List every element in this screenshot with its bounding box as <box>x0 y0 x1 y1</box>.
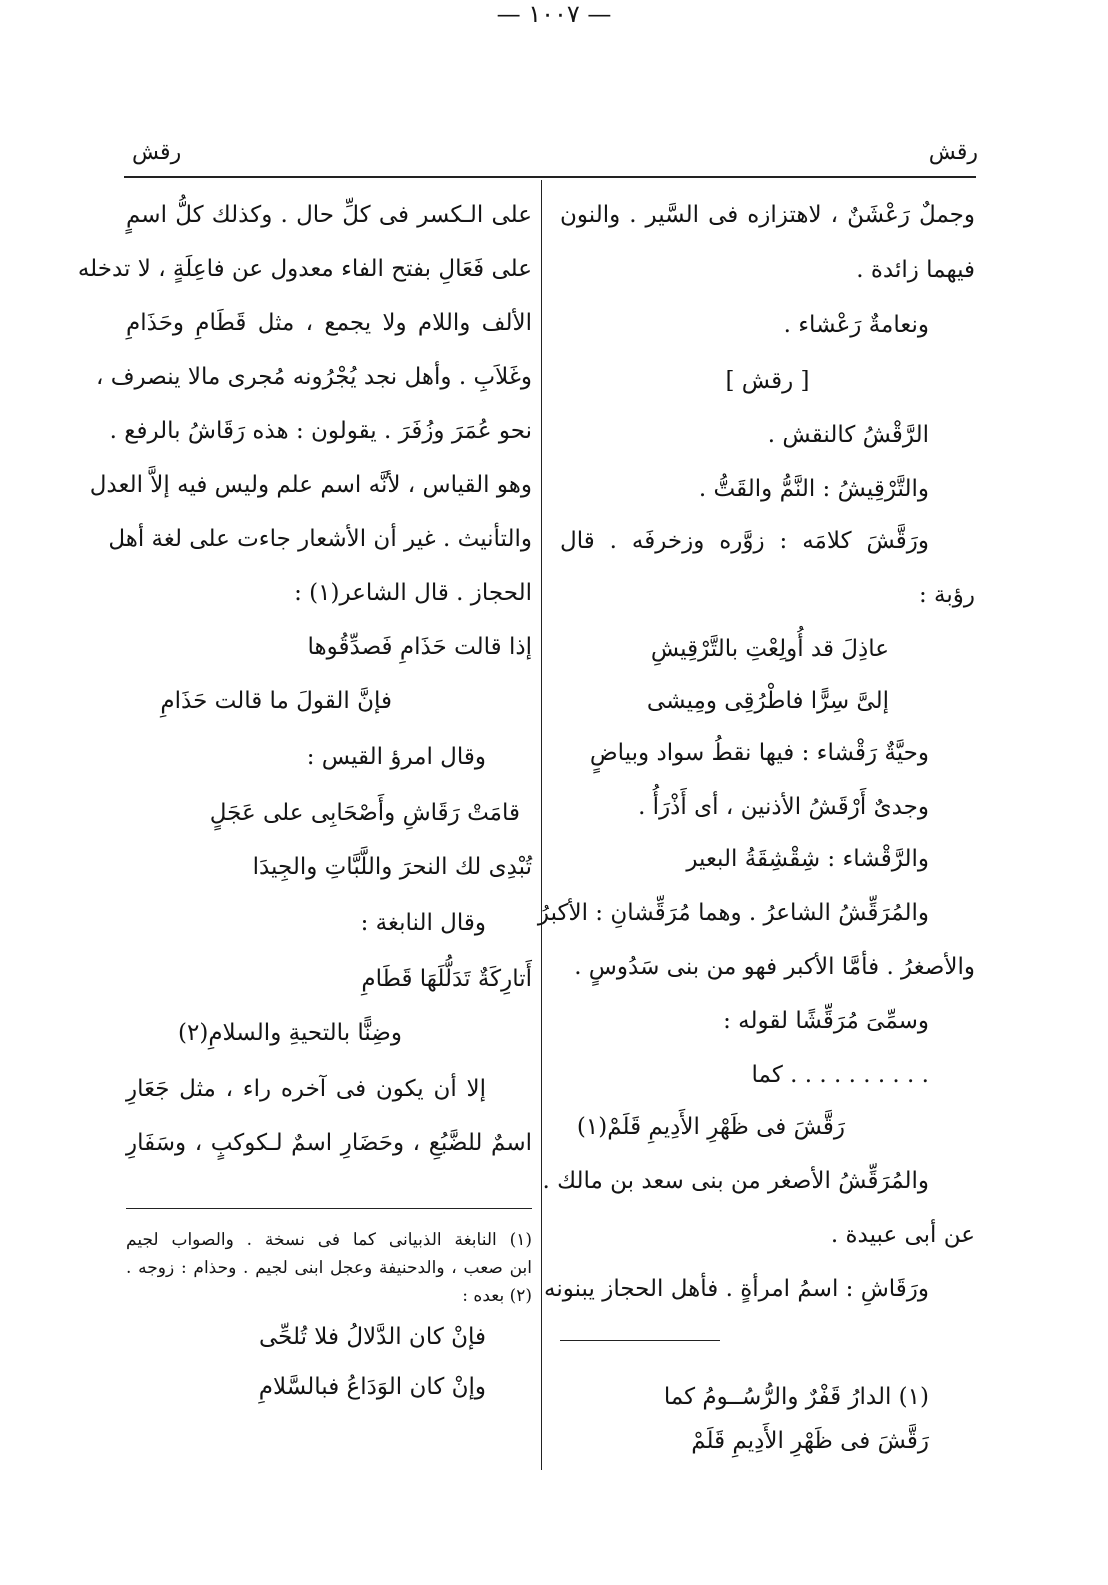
verse-line: . . . . . . . . . . كما <box>751 1062 929 1088</box>
text-line: الألف واللام ولا يجمع ، مثل قَطَامِ وحَذَامِ <box>126 310 532 336</box>
text-line: رؤبة : <box>918 582 975 608</box>
verse-line: فإنَّ القولَ ما قالت حَذَامِ <box>160 688 392 714</box>
text-line: والمُرَقِّشُ الأصغر من بنى سعد بن مالك . <box>542 1168 929 1194</box>
text-line: وقال امرؤ القيس : <box>306 744 486 770</box>
text-line: على الـكسر فى كلِّ حال . وكذلك كلُّ اسمٍ <box>126 202 532 228</box>
text-line: ونعامةٌ رَعْشاء . <box>783 312 929 338</box>
verse-line: تُبْدِى لك النحرَ واللَّبَّاتِ والجِيدَا <box>252 854 532 880</box>
verse-line: عاذِلَ قد أُولِعْتِ بالتَّرْقِيشِ <box>650 636 889 662</box>
page-number: — ١٠٠٧ — <box>496 0 612 28</box>
text-line: والأصغرُ . فأمَّا الأكبر فهو من بنى سَدُوسٍ . <box>574 954 975 980</box>
text-line: ورَقَاشِ : اسمُ امرأةٍ . فأهل الحجاز يبنونه <box>544 1276 929 1302</box>
text-line: وغَلاَبِ . وأهل نجد يُجْرُونه مُجرى مالا ينصرف ، <box>95 364 532 390</box>
header-entry-left: رقش <box>132 140 182 165</box>
text-line: على فَعَالِ بفتح الفاء معدول عن فاعِلَةٍ ، لا تدخله <box>77 256 532 282</box>
text-line: فيهما زائدة . <box>856 257 975 283</box>
text-line: وجدىٌ أَرْقَشُ الأذنين ، أى أَذْرَأُ . <box>638 794 929 820</box>
text-line: وحيَّةٌ رَقْشاء : فيها نقطُ سواد وبياضٍ <box>589 740 929 766</box>
text-line: نحو عُمَرَ وزُفَرَ . يقولون : هذه رَقَاشُ بالرفع . <box>109 418 532 444</box>
footnote-rule <box>126 1208 532 1209</box>
footnote-text: ابن صعب ، والدحنيفة وعجل ابنى لجيم . وحذام : زوجه . <box>126 1258 532 1278</box>
text-line: وهو القياس ، لأنَّه اسم علم وليس فيه إلاَّ العدل <box>89 472 532 498</box>
text-line: إلا أن يكون فى آخره راء ، مثل جَعَارِ <box>126 1076 486 1102</box>
footnote-rule <box>560 1340 720 1341</box>
text-line: وسمِّىَ مُرَقِّشًا لقوله : <box>723 1008 929 1034</box>
verse-line: إذا قالت حَذَامِ فَصدِّقُوها <box>307 634 532 660</box>
verse-line: وضِنًّا بالتحيةِ والسلامِ(٢) <box>178 1020 402 1046</box>
footnote-verse: وإنْ كان الوَدَاعُ فبالسَّلامِ <box>258 1374 486 1400</box>
text-line: والمُرَقِّشُ الشاعرُ . وهما مُرَقِّشانِ : الأكبرُ <box>537 900 929 926</box>
text-line: وجملٌ رَعْشَنٌ ، لاهتزازه فى السَّير . والنون <box>560 202 975 228</box>
footnote-verse: رَقَّشَ فى ظَهْرِ الأَدِيمِ قَلَمْ <box>691 1428 929 1454</box>
text-line: والتَّرْقِيشُ : النَّمُّ والقَتُّ . <box>698 476 929 502</box>
text-line: والتأنيث . غير أن الأشعار جاءت على لغة أهل <box>108 526 532 552</box>
verse-line: أَتارِكَةٌ تَدَلُّلَهَا قَطَامِ <box>361 966 532 992</box>
section-heading: [ رقش ] <box>725 368 810 394</box>
footnote-text: (١) النابغة الذبيانى كما فى نسخة . والصواب لجيم <box>126 1230 532 1250</box>
text-line: عن أبى عبيدة . <box>830 1222 975 1248</box>
text-line: اسمٌ للضَّبُعِ ، وحَضَارِ اسمٌ لـكوكبٍ ، وسَفَارِ <box>126 1130 532 1156</box>
footnote-text: (٢) بعده : <box>462 1286 532 1306</box>
verse-line: إلىَّ سِرًّا فاطْرُقِى ومِيشى <box>646 688 889 714</box>
text-line: وقال النابغة : <box>360 910 486 936</box>
text-line: ورَقَّشَ كلامَه : زوَّره وزخرفَه . قال <box>560 528 929 554</box>
header-entry-right: رقش <box>928 140 978 165</box>
column-divider <box>541 180 542 1470</box>
footnote-verse: فإنْ كان الدَّلالُ فلا تُلحِّى <box>258 1324 486 1350</box>
text-line: الرَّقْشُ كالنقش . <box>767 422 929 448</box>
header-rule <box>124 176 976 178</box>
verse-line: رَقَّشَ فى ظَهْرِ الأَدِيمِ قَلَمْ(١) <box>576 1114 845 1140</box>
footnote-verse: (١) الدارُ قَفْرٌ والرُّسُــومُ كما <box>663 1384 929 1410</box>
text-line: الحجاز . قال الشاعر(١) : <box>294 580 532 606</box>
verse-line: قامَتْ رَقَاشِ وأَصْحَابِى على عَجَلٍ <box>209 800 520 826</box>
text-line: والرَّقْشاء : شِقْشِقَةُ البعير <box>686 846 929 872</box>
